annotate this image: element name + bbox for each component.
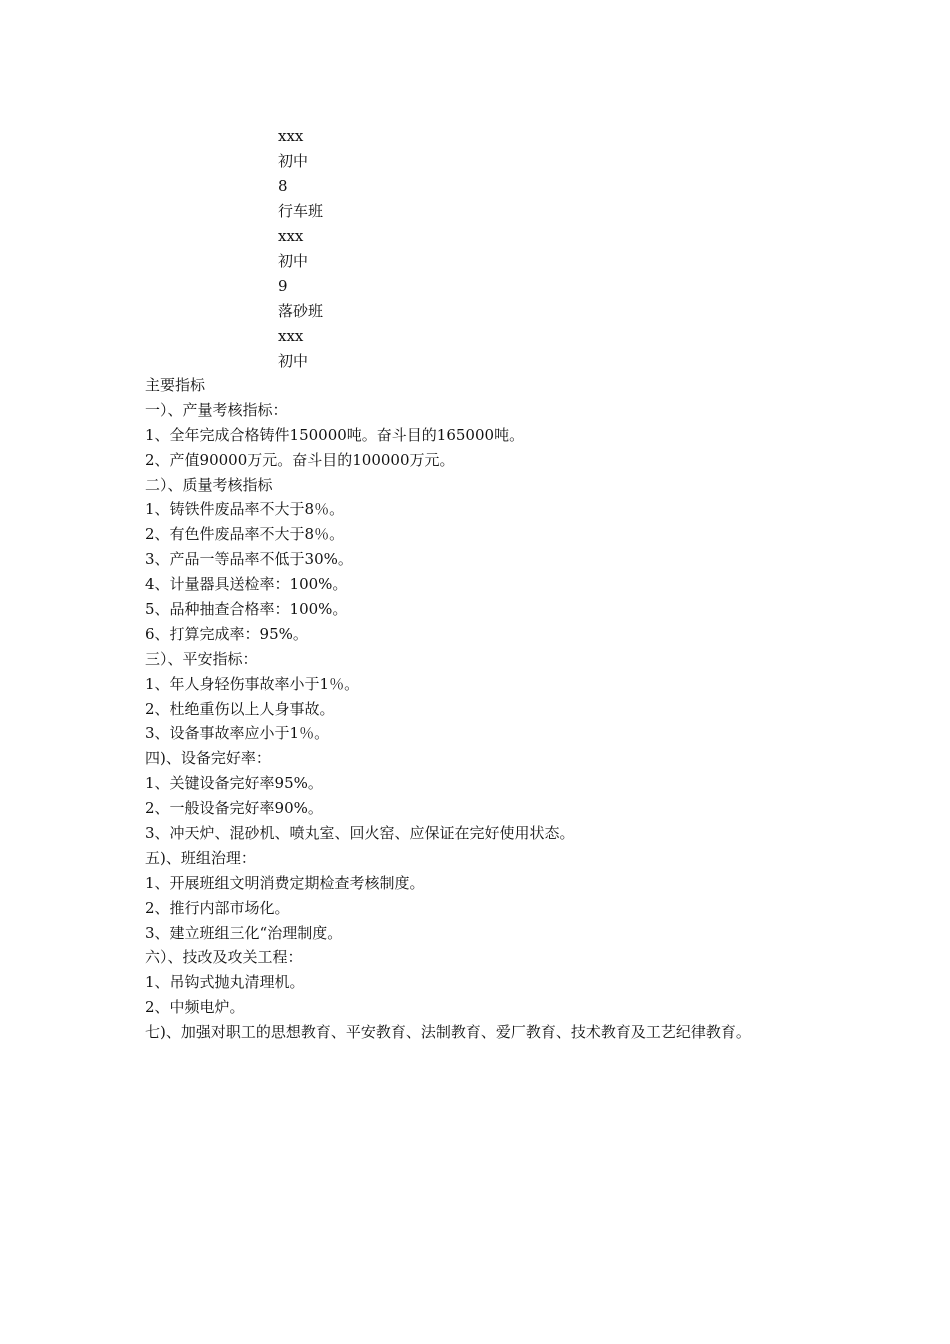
list-item: 3、产品一等品率不低于30%。	[145, 550, 353, 569]
section-heading: 五)、班组治理：	[145, 848, 256, 867]
list-item: 2、一般设备完好率90%。	[145, 799, 323, 818]
list-item: 2、推行内部市场化。	[145, 898, 290, 917]
body-text	[145, 373, 925, 1045]
list-item: 2、杜绝重伤以上人身事故。	[145, 699, 335, 718]
list-item: 2、产值90000万元。奋斗目的100000万元。	[145, 450, 455, 469]
table-fragment	[278, 124, 578, 374]
list-item: 6、打算完成率：95%。	[145, 624, 308, 643]
list-item: 4、计量器具送检率：100%。	[145, 575, 348, 594]
section-heading: 二）、质量考核指标	[145, 475, 273, 494]
section-heading: 七)、加强对职工的思想教育、平安教育、法制教育、爱厂教育、技术教育及工艺纪律教育。	[145, 1023, 751, 1042]
table-cell: xxx	[278, 227, 304, 245]
section-heading: 六）、技改及攻关工程：	[145, 948, 303, 967]
table-cell: 初中	[278, 352, 309, 370]
list-item: 1、全年完成合格铸件150000吨。奋斗目的165000吨。	[145, 425, 525, 444]
table-cell: 落砂班	[278, 302, 324, 320]
table-cell: 初中	[278, 152, 309, 170]
list-item: 1、年人身轻伤事故率小于1％。	[145, 674, 360, 693]
table-cell: xxx	[278, 327, 304, 345]
section-heading: 一）、产量考核指标：	[145, 400, 288, 419]
list-item: 3、设备事故率应小于1％。	[145, 724, 330, 743]
list-item: 3、冲天炉、混砂机、喷丸室、回火窑、应保证在完好使用状态。	[145, 824, 575, 843]
section-heading: 三）、平安指标：	[145, 649, 258, 668]
list-item: 1、开展班组文明消费定期检查考核制度。	[145, 873, 425, 892]
list-item: 2、中频电炉。	[145, 998, 245, 1017]
table-cell: 初中	[278, 252, 309, 270]
list-item: 2、有色件废品率不大于8％。	[145, 525, 345, 544]
list-item: 1、铸铁件废品率不大于8％。	[145, 500, 345, 519]
list-item: 5、品种抽查合格率：100%。	[145, 600, 348, 619]
table-cell: 8	[278, 177, 288, 195]
list-item: 3、建立班组三化“治理制度。	[145, 923, 343, 942]
list-item: 1、吊钩式抛丸清理机。	[145, 973, 305, 992]
table-cell: 9	[278, 277, 288, 295]
table-cell: xxx	[278, 127, 304, 145]
table-cell: 行车班	[278, 202, 324, 220]
section-heading: 四)、设备完好率：	[145, 749, 271, 768]
list-item: 1、关键设备完好率95%。	[145, 774, 323, 793]
section-heading: 主要指标	[145, 376, 206, 394]
